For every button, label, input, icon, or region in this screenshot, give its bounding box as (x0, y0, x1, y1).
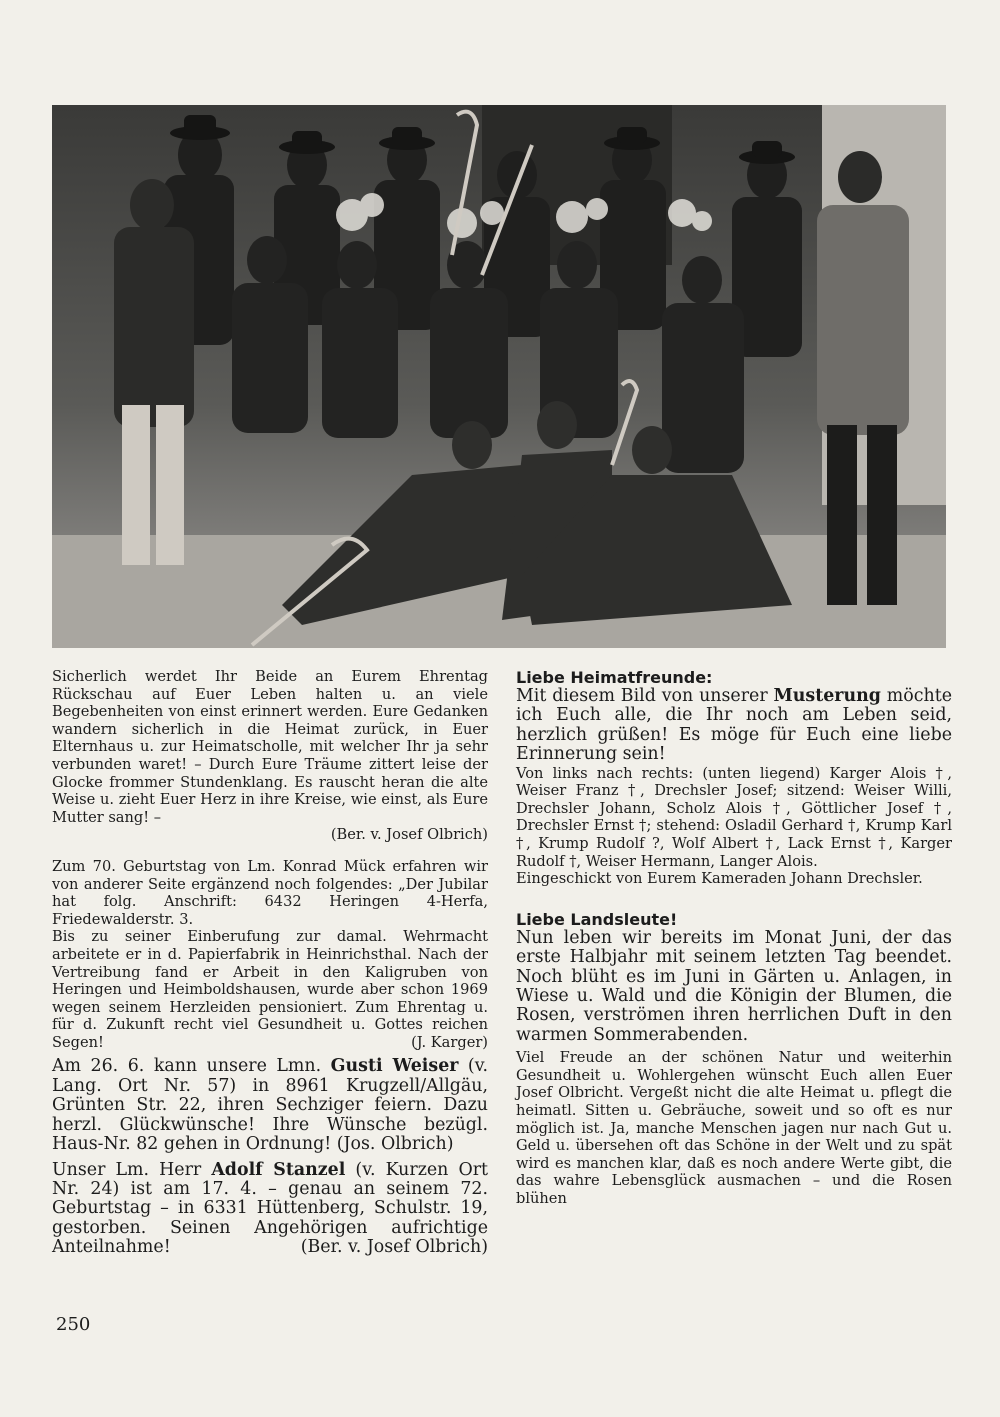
anniversary-paragraph: Sicherlich werdet Ihr Beide an Eurem Ehrentag Rückschau auf Euer Leben halten u. an viele Begebenheiten von einst erinnert werden. Eure Gedanken wandern sicherlich in die Heimat zurück, in Euer Elternhaus u. zur Heimatscholle, mit welcher Ihr ja sehr verbunden waret! – Durch Eure Träume zittert leise der Glocke frommer Stundenklang. Es rauscht heran die alte Weise u. zieht Euer Herz in ihre Kreise, wie einst, als Eure Mutter sang! – (52, 668, 488, 826)
wishes-paragraph: Viel Freude an der schönen Natur und weiterhin Gesundheit u. Wohlergehen wünscht Euch allen Euer Josef Olbricht. Vergeßt nicht die alte Heimat u. pflegt die heimatl. Sitten u. Gebräuche, soweit und so oft es nur möglich ist. Ja, manche Menschen jagen nur nach Gut u. Geld u. übersehen oft das Schöne in der Welt und zu spät wird es manchen klar, daß es noch andere Werte gibt, die das wahre Lebensglück ausmachen – und die Rosen blühen (516, 1049, 952, 1207)
obituary-notice: Unser Lm. Herr Adolf Stanzel (v. Kurzen Ort Nr. 24) ist am 17. 4. – genau an seinem 72. Geburtstag – in 6331 Hüttenberg, Schulstr. 19, gestorben. Seinen Angehörigen aufrichtige Anteilnahme! (Ber. v. Josef Olbrich) (52, 1159, 489, 1258)
june-paragraph: Nun leben wir bereits im Monat Juni, der das erste Halbjahr mit seinem letzten Tag beendet. Noch blüht es im Juni in Gärten u. Anlagen, in Wiese u. Wald und die Königin der Blumen, die Rosen, verströmen ihren herrlichen Duft in den warmen Sommerabenden. (516, 927, 952, 1045)
right-column (516, 668, 952, 1208)
signature: (Ber. v. Josef Olbrich) (300, 1237, 488, 1258)
page-number: 250 (56, 1314, 91, 1335)
birthday-notice: Am 26. 6. kann unsere Lmn. Gusti Weiser (v. Lang. Ort Nr. 57) in 8961 Krugzell/Allgäu, Grünten Str. 22, ihren Sechziger feiern. Dazu herzl. Glückwünsche! Ihre Wünsche bezügl. Haus-Nr. 82 gehen in Ordnung! (Jos. Olbrich) (52, 1056, 489, 1155)
biography-paragraph: Bis zu seiner Einberufung zur damal. Wehrmacht arbeitete er in d. Papierfabrik in Heinrichsthal. Nach der Vertreibung fand er Arbeit in den Kaligruben von Heringen und Heimboldshausen, wurde aber schon 1969 wegen seinem Herzleiden pensioniert. Zum Ehrentag u. für d. Zukunft recht viel Gesundheit u. Gottes reichen Segen! (J. Karger) (52, 928, 488, 1051)
signature: (J. Karger) (411, 1033, 488, 1051)
birthday-paragraph: Zum 70. Geburtstag von Lm. Konrad Mück erfahren wir von anderer Seite ergänzend noch folgendes: „Der Jubilar hat folg. Anschrift: 6432 Heringen 4-Herfa, Friedewalderstr. 3. (52, 857, 488, 928)
sender-note: Eingeschickt von Eurem Kameraden Johann Drechsler. (516, 870, 923, 888)
group-photo (52, 105, 946, 648)
greeting-paragraph: Mit diesem Bild von unserer Musterung möchte ich Euch alle, die Ihr noch am Leben seid, herzlich grüßen! Es möge für Euch eine liebe Erinnerung sein! (516, 686, 952, 765)
left-column (52, 668, 488, 1258)
group-photo-image (52, 105, 946, 648)
heading-heimatfreunde: Liebe Heimatfreunde: (516, 668, 713, 687)
signature: (Ber. v. Josef Olbrich) (330, 826, 488, 844)
heading-landsleute: Liebe Landsleute! (516, 909, 678, 929)
photo-caption: Von links nach rechts: (unten liegend) Karger Alois †, Weiser Franz †, Drechsler Josef; sitzend: Weiser Willi, Drechsler Johann, Scholz Alois †, Göttlicher Josef †, Drechsler Ernst †; stehend: Osladil Gerhard †, Krump Karl †, Krump Rudolf ?, Wolf Albert †, Lack Ernst †, Karger Rudolf †, Weiser Hermann, Langer Alois. (516, 764, 952, 870)
